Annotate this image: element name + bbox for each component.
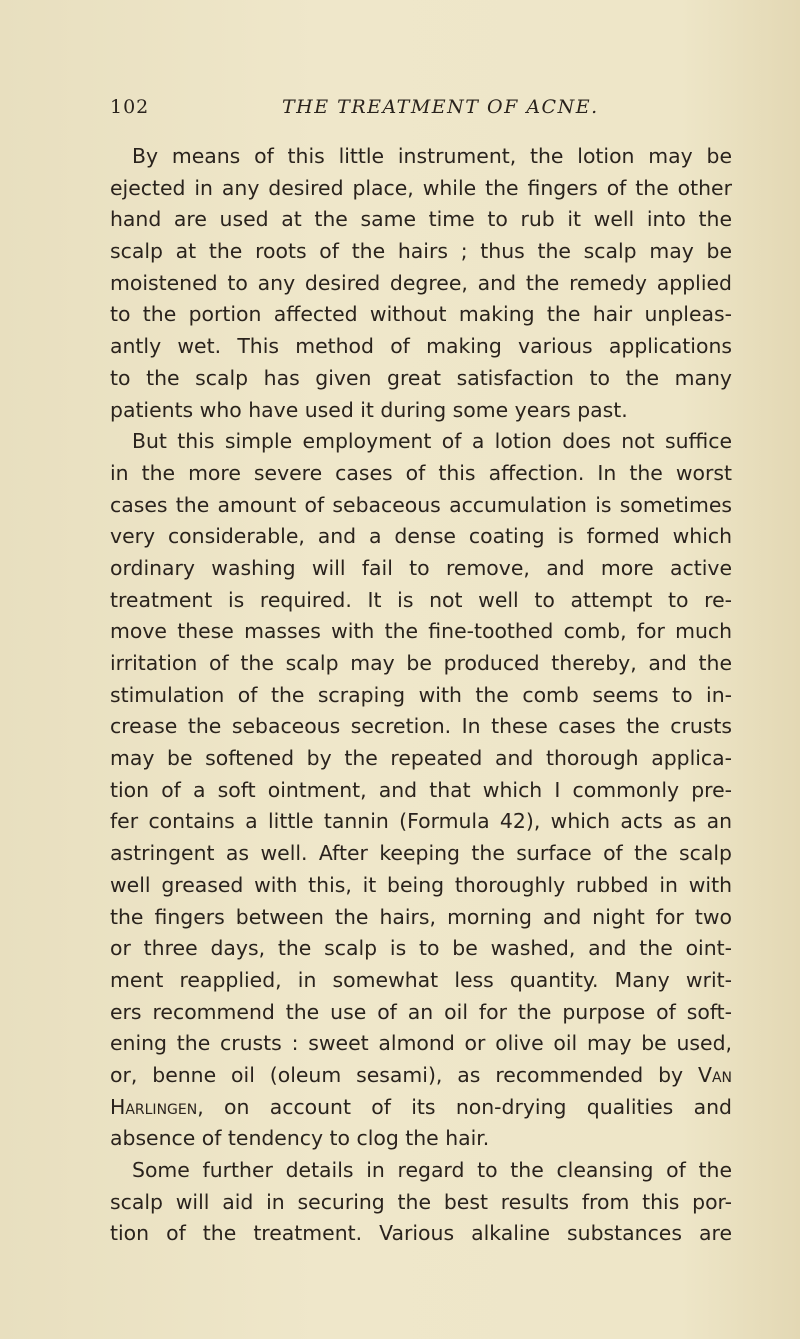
text-line: tion of the treatment. Various alkaline substances are (110, 1221, 732, 1246)
text-line: to the portion affected without making the hair unpleas- (110, 302, 732, 327)
text-line: astringent as well. After keeping the surface of the scalp (110, 841, 732, 866)
text-line: well greased with this, it being thoroughly rubbed in with (110, 872, 732, 897)
text-line: crease the sebaceous secretion. In these cases the crusts (110, 714, 732, 739)
text-line: Harlingen, on account of its non-drying qualities and (110, 1094, 732, 1119)
page-number: 102 (110, 96, 150, 118)
text-line: By means of this little instrument, the lotion may be (132, 144, 732, 168)
text-line: ening the crusts : sweet almond or olive oil may be used, (110, 1031, 732, 1056)
running-title: THE TREATMENT OF ACNE. (282, 96, 599, 118)
text-line: patients who have used it during some years past. (110, 397, 628, 422)
text-line: ment reapplied, in somewhat less quantity. Many writ- (110, 967, 732, 992)
text-line: But this simple employment of a lotion does not suffice (132, 429, 732, 454)
text-line: in the more severe cases of this affection. In the worst (110, 460, 732, 485)
text-line: Some further details in regard to the cleansing of the (132, 1158, 732, 1182)
text-line: moistened to any desired degree, and the remedy applied (110, 270, 732, 295)
text-line: may be softened by the repeated and thorough applica- (110, 746, 732, 771)
text-line: fer contains a little tannin (Formula 42), which acts as an (110, 809, 732, 834)
text-line: antly wet. This method of making various applications (110, 334, 732, 359)
text-line: tion of a soft ointment, and that which I commonly pre- (110, 777, 732, 802)
text-line: ordinary washing will fail to remove, and more active (110, 555, 732, 580)
text-line: or, benne oil (oleum sesami), as recommended by Van (110, 1062, 732, 1087)
text-line: move these masses with the fine-toothed comb, for much (110, 619, 732, 644)
text-line: irritation of the scalp may be produced thereby, and the (110, 651, 732, 675)
text-line: cases the amount of sebaceous accumulation is sometimes (110, 492, 732, 517)
body-text (110, 141, 732, 1250)
text-line: scalp at the roots of the hairs ; thus the scalp may be (110, 239, 732, 264)
text-line: hand are used at the same time to rub it well into the (110, 207, 732, 232)
running-head (110, 96, 730, 126)
text-line: ers recommend the use of an oil for the purpose of soft- (110, 999, 732, 1024)
text-line: or three days, the scalp is to be washed, and the oint- (110, 936, 732, 961)
text-line: ejected in any desired place, while the fingers of the other (110, 175, 732, 200)
text-line: treatment is required. It is not well to attempt to re- (110, 587, 732, 612)
text-line: to the scalp has given great satisfaction to the many (110, 365, 732, 390)
text-line: very considerable, and a dense coating is formed which (110, 524, 732, 549)
text-line: scalp will aid in securing the best results from this por- (110, 1189, 732, 1214)
text-line: absence of tendency to clog the hair. (110, 1126, 490, 1151)
text-line: the fingers between the hairs, morning and night for two (110, 904, 732, 929)
text-line: stimulation of the scraping with the comb seems to in- (110, 682, 732, 707)
